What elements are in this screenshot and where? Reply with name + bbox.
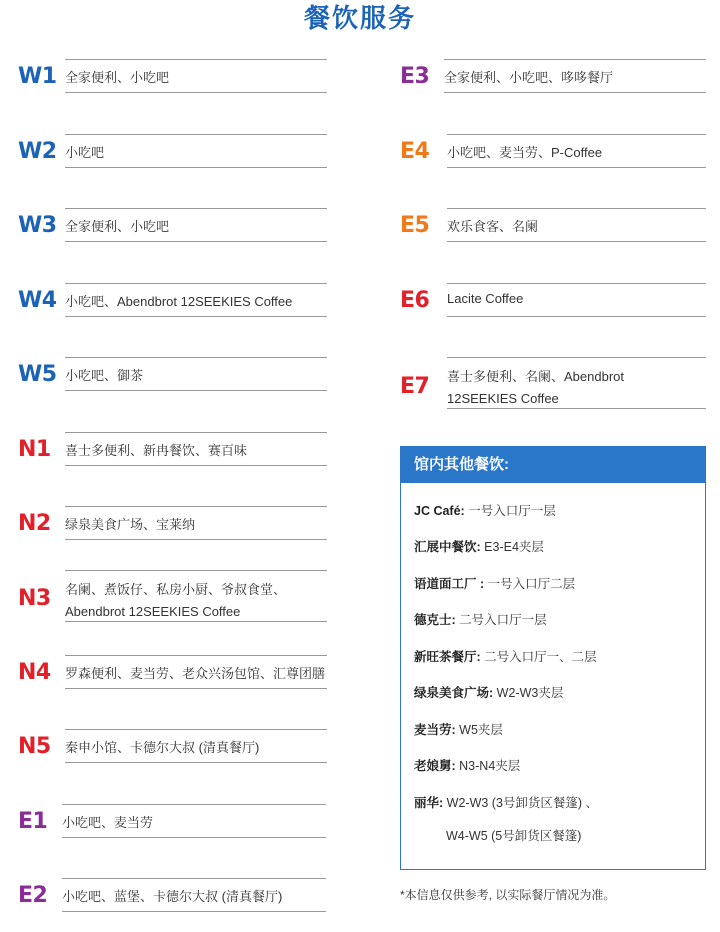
- hall-list-e4: [447, 134, 706, 168]
- dining-name: 新旺茶餐厅:: [414, 650, 481, 664]
- dining-name: 语道面工厂 :: [414, 577, 485, 591]
- hall-list-n3: [65, 570, 327, 622]
- hall-code-e1: E1: [18, 809, 48, 834]
- disclaimer-note: *本信息仅供参考, 以实际餐厅情况为准。: [400, 888, 616, 902]
- dining-item: [414, 574, 575, 592]
- hall-list-e3: [444, 59, 706, 93]
- hall-restaurants: 全家便利、小吃吧: [65, 70, 170, 85]
- hall-restaurants: 小吃吧、Abendbrot 12SEEKIES Coffee: [65, 294, 293, 309]
- dining-item: [414, 720, 503, 738]
- hall-code-n2: N2: [18, 511, 51, 536]
- hall-list-e6: [447, 283, 706, 317]
- hall-code-w2: W2: [18, 139, 57, 164]
- hall-code-e3: E3: [400, 64, 430, 89]
- hall-list-w4: [65, 283, 327, 317]
- hall-list-w5: [65, 357, 327, 391]
- dining-item: [414, 647, 597, 665]
- hall-list-n2: [65, 506, 327, 540]
- hall-list-e1: [62, 804, 326, 838]
- hall-restaurants: 全家便利、小吃吧、哆哆餐厅: [444, 70, 614, 85]
- hall-list-e2: [62, 878, 326, 912]
- hall-code-n3: N3: [18, 586, 51, 611]
- dining-name: JC Café:: [414, 504, 465, 518]
- hall-list-w1: [65, 59, 327, 93]
- hall-list-w3: [65, 208, 327, 242]
- dining-item: [414, 610, 547, 628]
- hall-list-e5: [447, 208, 706, 242]
- dining-location: W2-W3 (3号卸货区餐篷) 、: [446, 796, 599, 810]
- dining-item: [414, 683, 563, 701]
- dining-location: 二号入口厅一、二层: [484, 650, 597, 664]
- hall-restaurants: 小吃吧、麦当劳、P-Coffee: [447, 145, 603, 160]
- hall-code-w3: W3: [18, 213, 57, 238]
- dining-name: 丽华:: [414, 796, 444, 810]
- other-dining-box: [400, 446, 706, 870]
- hall-code-w4: W4: [18, 288, 57, 313]
- hall-list-n1: [65, 432, 327, 466]
- hall-restaurants: 欢乐食客、名阑: [447, 219, 539, 234]
- dining-location: 一号入口厅一层: [468, 504, 556, 518]
- hall-code-n4: N4: [18, 660, 51, 685]
- dining-location: 二号入口厅一层: [459, 613, 547, 627]
- dining-location: 一号入口厅二层: [487, 577, 576, 591]
- hall-code-w1: W1: [18, 64, 57, 89]
- hall-code-n1: N1: [18, 437, 51, 462]
- dining-name: 德克士:: [414, 613, 456, 627]
- dining-name: 汇展中餐饮:: [414, 540, 481, 554]
- hall-restaurants: 罗森便利、麦当劳、老众兴汤包馆、汇尊团膳: [65, 666, 326, 681]
- hall-code-e5: E5: [400, 213, 430, 238]
- hall-list-n4: [65, 655, 327, 689]
- hall-restaurants: 小吃吧、御茶: [65, 368, 144, 383]
- dining-item: [446, 826, 581, 844]
- dining-item: [414, 793, 598, 811]
- hall-code-e2: E2: [18, 883, 48, 908]
- dining-location: W4-W5 (5号卸货区餐篷): [446, 829, 582, 843]
- hall-code-n5: N5: [18, 734, 51, 759]
- hall-restaurants: 喜士多便利、名阑、Abendbrot 12SEEKIES Coffee: [447, 369, 624, 406]
- hall-restaurants: 喜士多便利、新冉餐饮、赛百味: [65, 443, 248, 458]
- hall-restaurants: 小吃吧、麦当劳: [62, 815, 154, 830]
- page-title: 餐饮服务: [303, 3, 416, 33]
- dining-location: W5夹层: [459, 723, 503, 737]
- dining-location: W2-W3夹层: [496, 686, 564, 700]
- hall-restaurants: 秦申小馆、卡德尔大叔 (清真餐厅): [65, 740, 260, 755]
- hall-code-e7: E7: [400, 374, 430, 399]
- dining-location: N3-N4夹层: [459, 759, 521, 773]
- hall-code-e4: E4: [400, 139, 430, 164]
- hall-restaurants: 小吃吧、蓝堡、卡德尔大叔 (清真餐厅): [62, 889, 283, 904]
- hall-list-n5: [65, 729, 327, 763]
- dining-name: 绿泉美食广场:: [414, 686, 494, 700]
- dining-item: [414, 756, 520, 774]
- hall-code-e6: E6: [400, 288, 430, 313]
- hall-list-e7: [447, 357, 706, 409]
- hall-restaurants: 全家便利、小吃吧: [65, 219, 170, 234]
- hall-restaurants: Lacite Coffee: [447, 291, 524, 306]
- hall-restaurants: 绿泉美食广场、宝莱纳: [65, 517, 196, 532]
- hall-restaurants: 名阑、煮饭仔、私房小厨、爷叔食堂、Abendbrot 12SEEKIES Coffee: [65, 582, 287, 619]
- other-dining-heading: 馆内其他餐饮:: [401, 447, 705, 483]
- hall-list-w2: [65, 134, 327, 168]
- dining-item: [414, 537, 544, 555]
- dining-name: 老娘舅:: [414, 759, 456, 773]
- hall-code-w5: W5: [18, 362, 57, 387]
- dining-item: [414, 501, 556, 519]
- dining-location: E3-E4夹层: [484, 540, 544, 554]
- hall-restaurants: 小吃吧: [65, 145, 105, 160]
- dining-name: 麦当劳:: [414, 723, 456, 737]
